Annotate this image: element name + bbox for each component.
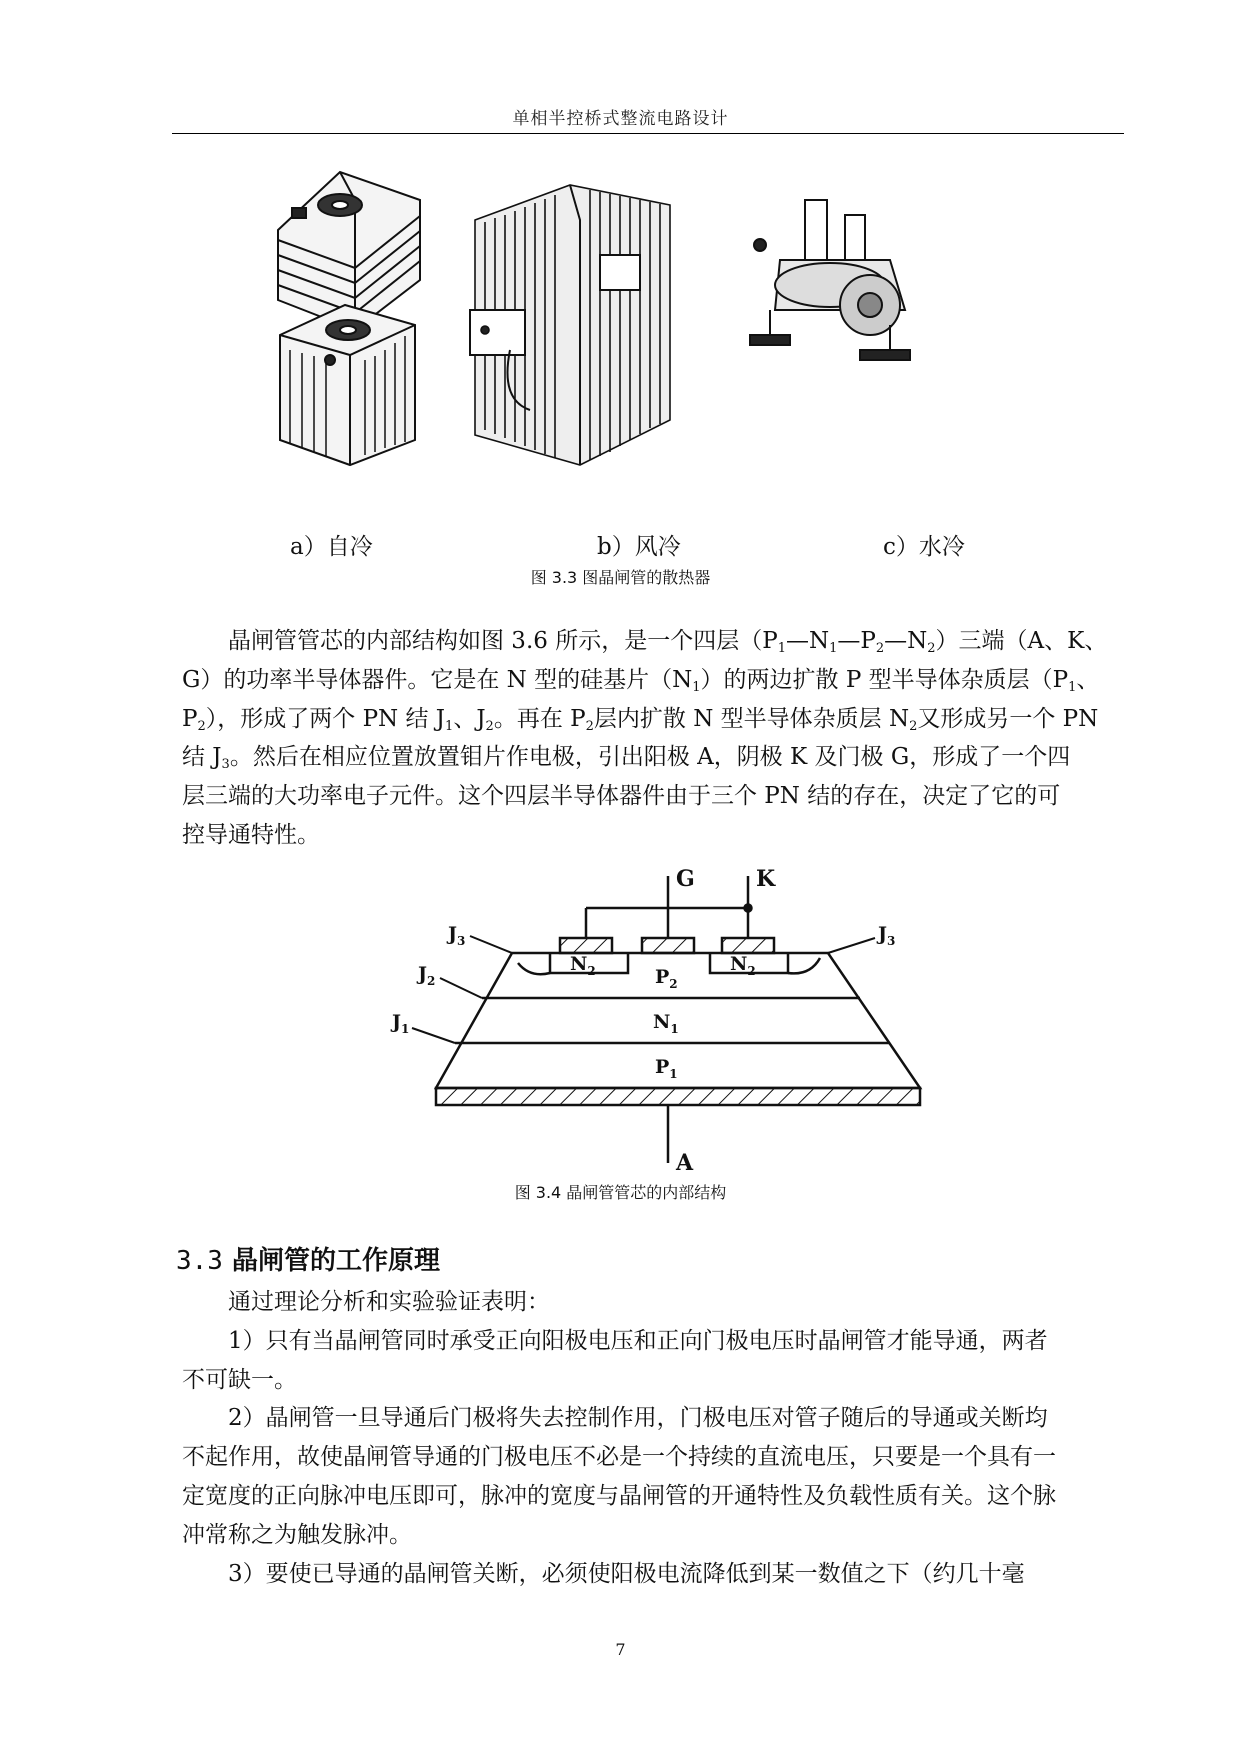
section-heading [176, 1240, 440, 1277]
paragraph-line: G）的功率半导体器件。它是在 N 型的硅基片$(N_1)$的两边扩散 P 型半导体杂质层（$P_1$、 [182, 666, 1100, 695]
body-line: 通过理论分析和实验验证表明： [228, 1289, 550, 1315]
water-cooled-heatsink [750, 200, 910, 360]
p2-layer-label: $P_2$ [655, 966, 678, 991]
figure-caption-heatsink: 图 3.3 图晶闸管的散热器 [530, 568, 711, 587]
paragraph-line: 晶闸管管芯的内部结构如图 3.6 所示，是一个四层$(P_1—N_1—P_2—N_2)$三端（A、K、 [228, 628, 1108, 656]
j3-left-label: $J_3$ [448, 923, 466, 948]
n2-left-label: $N_2$ [570, 953, 596, 978]
thyristor-structure-svg [392, 866, 960, 1178]
self-cooled-heatsink-lower [280, 305, 415, 465]
paragraph-line: 层三端的大功率电子元件。这个四层半导体器件由于三个 PN 结的存在，决定了它的可 [182, 783, 1061, 810]
figure-label-c: c）水冷 [883, 534, 965, 560]
anode-terminal-label: A [676, 1150, 694, 1176]
body-line: 冲常称之为触发脉冲。 [182, 1521, 412, 1548]
air-cooled-heatsink [470, 185, 670, 465]
gate-terminal-label: G [676, 866, 695, 892]
body-line: 不起作用，故使晶闸管导通的门极电压不必是一个持续的直流电压，只要是一个具有一 [182, 1444, 1056, 1471]
body-line: 定宽度的正向脉冲电压即可，脉冲的宽度与晶闸管的开通特性及负载性质有关。这个脉 [182, 1482, 1056, 1509]
n2-right-label: $N_2$ [730, 953, 756, 978]
body-line: 1）只有当晶闸管同时承受正向阳极电压和正向门极电压时晶闸管才能导通，两者 [228, 1327, 1048, 1354]
heatsink-figure [270, 160, 990, 490]
section-title: 晶闸管的工作原理 [232, 1246, 441, 1276]
body-line: 3）要使已导通的晶闸管关断，必须使阳极电流降低到某一数值之下（约几十毫 [228, 1560, 1025, 1587]
paragraph-line: 结 $J_3$。然后在相应位置放置钼片作电极，引出阳极 A，阴极 K 及门极 G，形成了一个四 [182, 744, 1071, 773]
cathode-terminal-label: K [756, 866, 776, 892]
figure-label-b: b）风冷 [597, 534, 681, 560]
n1-layer-label: $N_1$ [653, 1011, 679, 1036]
section-number: 3.3 [176, 1246, 223, 1276]
thyristor-structure-diagram [392, 866, 960, 1178]
body-line: 2）晶闸管一旦导通后门极将失去控制作用，门极电压对管子随后的导通或关断均 [228, 1405, 1048, 1432]
heatsink-illustrations [270, 160, 990, 490]
p1-layer-label: $P_1$ [655, 1056, 678, 1081]
paragraph-line: $P_2$），形成了两个 PN 结 $J_1$、$J_2$。再在 $P_2$层内扩散 N 型半导体杂质层 $N_2$又形成另一个 PN [182, 705, 1099, 734]
j1-label: $J_1$ [392, 1011, 410, 1036]
running-header: 单相半控桥式整流电路设计 [512, 109, 729, 129]
body-line: 不可缺一。 [182, 1366, 297, 1393]
paragraph-line: 控导通特性。 [182, 821, 320, 848]
structure-paragraph [182, 622, 1132, 855]
figure-label-a: a）自冷 [290, 534, 373, 560]
j2-label: $J_2$ [418, 963, 436, 988]
figure-caption-structure: 图 3.4 晶闸管管芯的内部结构 [514, 1183, 727, 1202]
working-principle-body [182, 1283, 1132, 1593]
header-rule [172, 133, 1124, 134]
j3-right-label: $J_3$ [878, 923, 896, 948]
page-number: 7 [615, 1640, 626, 1659]
